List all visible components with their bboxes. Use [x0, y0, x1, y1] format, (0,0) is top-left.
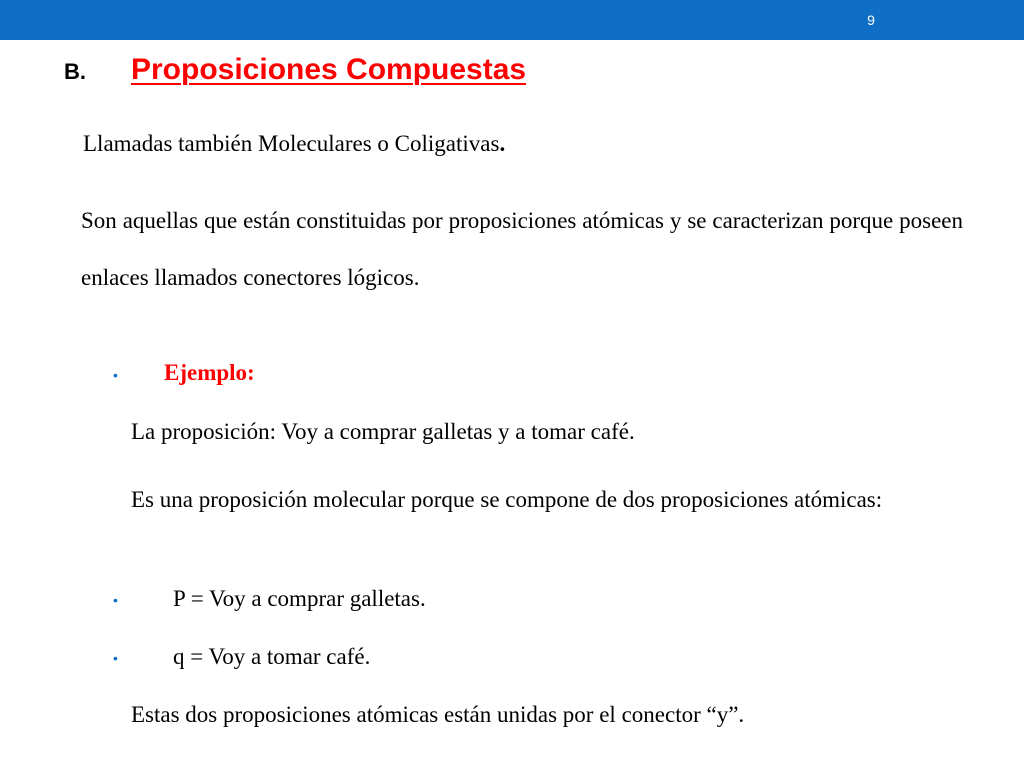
- intro-paragraph: Son aquellas que están constituidas por proposiciones atómicas y se caracterizan porque poseen enlaces llamados conectores lógicos.: [81, 208, 963, 290]
- bullet-p-text: P = Voy a comprar galletas.: [173, 586, 426, 611]
- intro-line-period: .: [499, 131, 506, 156]
- bullet-icon: •: [113, 650, 118, 666]
- bullet-icon: •: [113, 367, 118, 383]
- page-number: 9: [867, 12, 875, 28]
- conclusion-line: Estas dos proposiciones atómicas están unidas por el conector “y”.: [131, 702, 745, 727]
- section-letter: B.: [64, 59, 86, 84]
- example-heading: Ejemplo:: [164, 360, 255, 385]
- bullet-icon: •: [113, 592, 118, 608]
- intro-line-text: Llamadas también Moleculares o Coligativas: [83, 131, 500, 156]
- header-bar: [0, 0, 1024, 40]
- bullet-q-text: q = Voy a tomar café.: [173, 644, 371, 669]
- example-line: La proposición: Voy a comprar galletas y a tomar café.: [131, 419, 635, 444]
- intro-line: [83, 130, 505, 158]
- slide-title: Proposiciones Compuestas: [131, 53, 527, 86]
- example-paragraph: Es una proposición molecular porque se compone de dos proposiciones atómicas:: [131, 487, 883, 512]
